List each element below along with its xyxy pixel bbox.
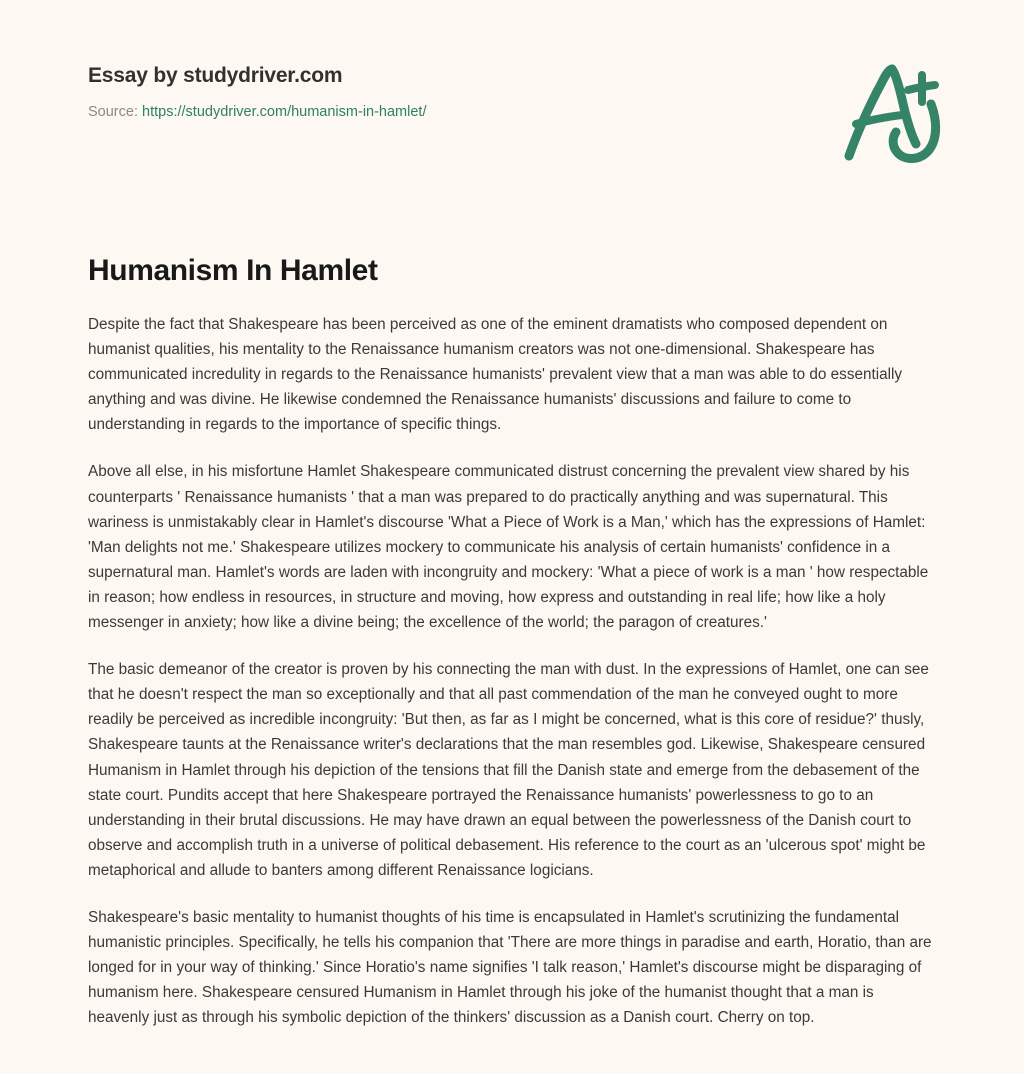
essay-body (88, 312, 936, 1030)
source-line (88, 103, 936, 122)
page-header (88, 62, 936, 122)
studydriver-a-plus-logo-icon (834, 58, 954, 168)
source-label: Source: (88, 104, 138, 121)
essay-paragraph: Despite the fact that Shakespeare has been perceived as one of the eminent dramatists who composed dependent on humanist qualities, his mentality to the Renaissance humanism creators was not one-dimensional. Shakespeare has communicated incredulity in regards to the Renaissance humanists' prevalent view that a man was able to do essentially anything and was divine. He likewise condemned the Renaissance humanists' discussions and failure to come to understanding in regards to the importance of specific things. (88, 316, 903, 434)
source-url-link[interactable]: https://studydriver.com/humanism-in-hamlet/ (142, 104, 427, 121)
brand-title: Essay by studydriver.com (88, 64, 343, 87)
essay-paragraph: Above all else, in his misfortune Hamlet Shakespeare communicated distrust concerning the prevalent view shared by his counterparts ' Renaissance humanists ' that a man was prepared to do practically anything and was supernatural. This wariness is unmistakably clear in Hamlet's discourse 'What a Piece of Work is a Man,' which has the expressions of Hamlet: 'Man delights not me.' Shakespeare utilizes mockery to communicate his analysis of certain humanists' confidence in a supernatural man. Hamlet's words are laden with incongruity and mockery: 'What a piece of work is a man ' how respectable in reason; how endless in resources, in structure and moving, how express and outstanding in real life; how like a holy messenger in anxiety; how like a divine being; the excellence of the world; the paragon of creatures.' (88, 463, 929, 632)
essay-paragraph: The basic demeanor of the creator is proven by his connecting the man with dust. In the expressions of Hamlet, one can see that he doesn't respect the man so exceptionally and that all past commendation of the man he conveyed ought to more readily be perceived as incredible incongruity: 'But then, as far as I might be concerned, what is this core of residue?' thusly, Shakespeare taunts at the Renaissance writer's declarations that the man resembles god. Likewise, Shakespeare censured Humanism in Hamlet through his depiction of the tensions that fill the Danish state and emerge from the debasement of the state court. Pundits accept that here Shakespeare portrayed the Renaissance humanists' powerlessness to go to an understanding in their brutal discussions. He may have drawn an equal between the powerlessness of the Danish court to observe and accomplish truth in a universe of political debasement. His reference to the court as an 'ulcerous spot' might be metaphorical and allude to banters among different Renaissance logicians. (88, 661, 929, 879)
a-plus-logo-svg (834, 58, 954, 168)
essay-paragraph: Shakespeare's basic mentality to humanist thoughts of his time is encapsulated in Hamlet's scrutinizing the fundamental humanistic principles. Specifically, he tells his companion that 'There are more things in paradise and earth, Horatio, than are longed for in your way of thinking.' Since Horatio's name signifies 'I talk reason,' Hamlet's discourse might be disparaging of humanism here. Shakespeare censured Humanism in Hamlet through his joke of the humanist thought that a man is heavenly just as through his symbolic depiction of the thinkers' discussion as a Danish court. Cherry on top. (88, 908, 932, 1027)
page-title: Humanism In Hamlet (88, 254, 378, 287)
